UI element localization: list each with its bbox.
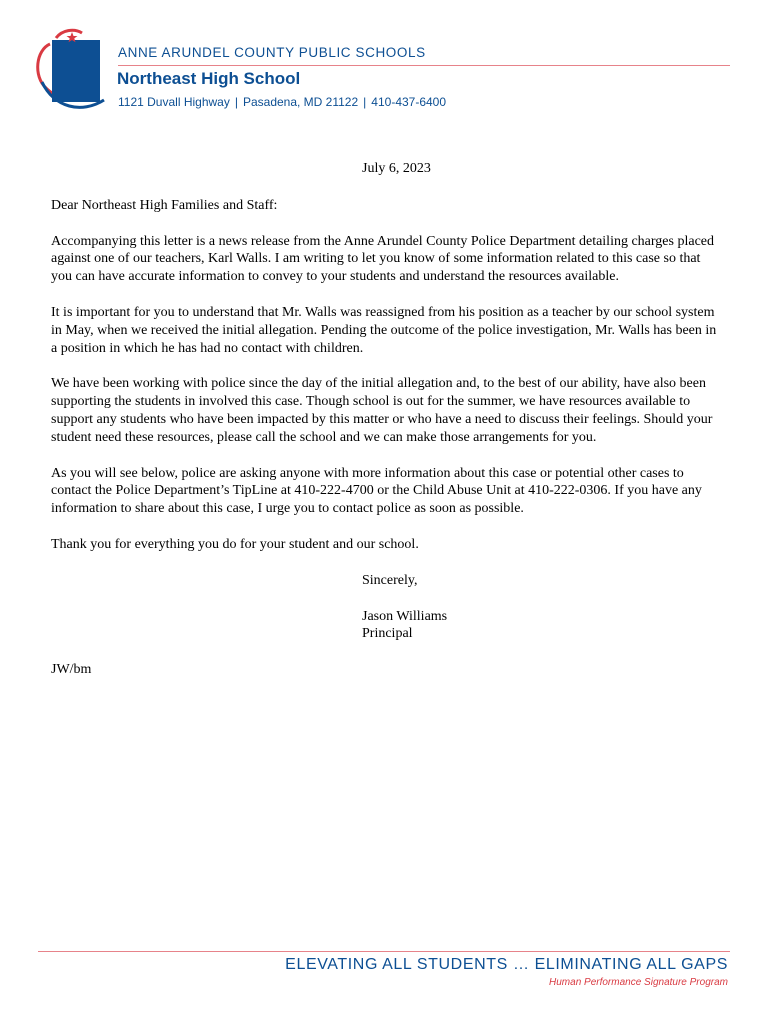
- address-separator: |: [234, 95, 238, 109]
- salutation: Dear Northeast High Families and Staff:: [51, 197, 278, 213]
- letter-body: [51, 160, 721, 679]
- district-name: ANNE ARUNDEL COUNTY PUBLIC SCHOOLS: [118, 45, 426, 60]
- address-separator: |: [363, 95, 367, 109]
- signature-block: [51, 572, 721, 643]
- street-address: 1121 Duvall Highway: [118, 95, 230, 109]
- footer-tagline: ELEVATING ALL STUDENTS … ELIMINATING ALL GAPS: [285, 956, 728, 973]
- letter-date: July 6, 2023: [362, 161, 431, 176]
- body-paragraph: We have been working with police since the day of the initial allegation and, to the best of our ability, have also been supporting the students in involved this case. Though school is out for the summer, we have resources available to support any students who have been impacted by this matter or who have a need to discuss their feelings. Should your student need these resources, please call the school and we can make those arrangements for you.: [51, 376, 713, 445]
- school-name: Northeast High School: [117, 69, 301, 88]
- signer-name: Jason Williams: [362, 608, 448, 624]
- typist-initials: JW/bm: [51, 662, 92, 678]
- city-state-zip: Pasadena, MD 21122: [242, 95, 359, 109]
- school-address: [118, 95, 446, 109]
- closing: Sincerely,: [362, 572, 418, 588]
- footer-divider: [38, 951, 730, 952]
- body-paragraph: Thank you for everything you do for your student and our school.: [51, 536, 419, 552]
- body-paragraph: It is important for you to understand that Mr. Walls was reassigned from his position as a teacher by our school system in May, when we received the initial allegation. Pending the outcome of the police investigation, Mr. Walls has been in a position in which he has had no contact with children.: [51, 304, 717, 356]
- signer-title: Principal: [362, 626, 413, 642]
- logo-blue-block: [52, 40, 100, 102]
- body-paragraph: Accompanying this letter is a news release from the Anne Arundel County Police Department detailing charges placed against one of our teachers, Karl Walls. I am writing to let you know of some information related to this case so that you can have accurate information to convey to your students and understand the resources available.: [51, 233, 714, 285]
- footer-program: Human Performance Signature Program: [549, 977, 728, 988]
- body-paragraph: As you will see below, police are asking anyone with more information about this case or potential other cases to contact the Police Department’s TipLine at 410-222-4700 or the Child Abuse Unit at 410-222-0306. If you have any information to share about this case, I urge you to contact police as soon as possible.: [51, 465, 702, 517]
- school-logo: [32, 24, 112, 114]
- school-phone: 410-437-6400: [371, 95, 447, 109]
- header-divider: [118, 65, 730, 66]
